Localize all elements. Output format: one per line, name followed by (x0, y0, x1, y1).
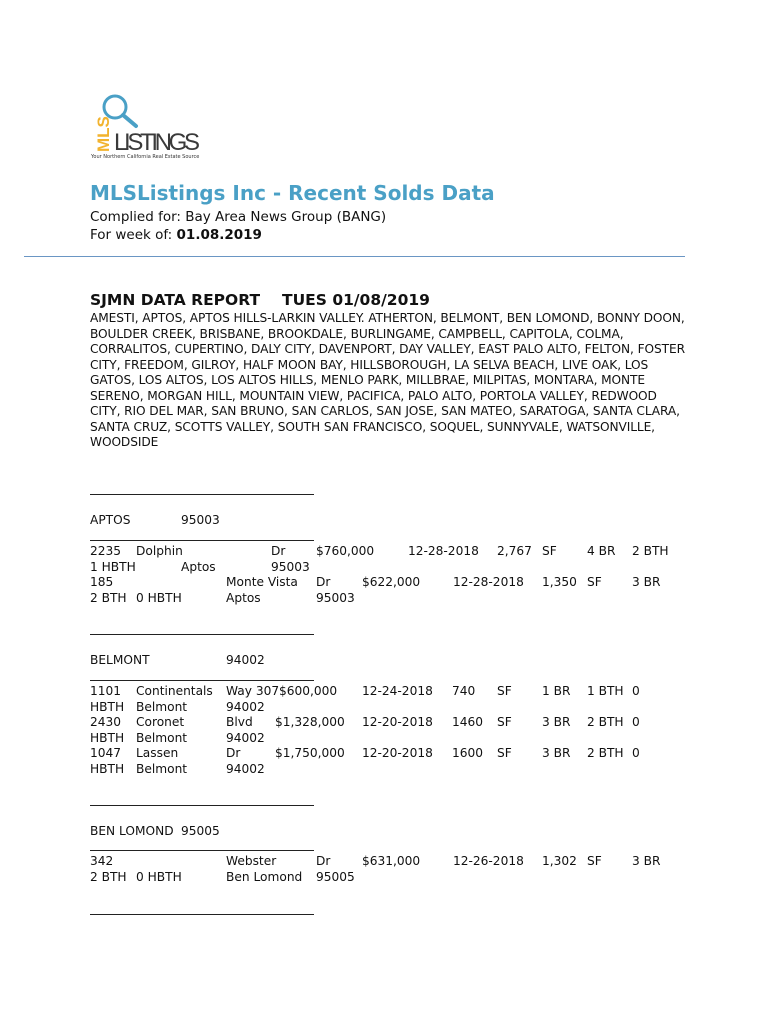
section-zip: 95005 (181, 824, 220, 838)
section-zip: 94002 (226, 653, 265, 667)
bathrooms: 2 BTH (587, 746, 624, 760)
sale-date: 12-20-2018 (362, 746, 433, 760)
sale-date: 12-28-2018 (408, 544, 479, 558)
bedrooms: 1 BR (542, 684, 571, 698)
sale-price: $1,750,000 (275, 746, 345, 760)
half-baths: HBTH (90, 762, 125, 776)
street-number: 2430 (90, 715, 122, 729)
page-title: MLSListings Inc - Recent Solds Data (90, 181, 495, 205)
street-type: Dr (316, 575, 331, 589)
mlslistings-logo (88, 92, 218, 166)
square-feet: 1,302 (542, 854, 577, 868)
section-rule (90, 540, 314, 541)
bedrooms: 3 BR (542, 715, 571, 729)
bathrooms: 2 BTH (90, 870, 127, 884)
street-number: 1047 (90, 746, 122, 760)
street-type: Dr (226, 746, 241, 760)
section-rule (90, 850, 314, 851)
half-baths: HBTH (90, 700, 125, 714)
sale-date: 12-24-2018 (362, 684, 433, 698)
square-feet: 740 (452, 684, 476, 698)
sale-date: 12-28-2018 (453, 575, 524, 589)
bedrooms: 4 BR (587, 544, 616, 558)
logo-tagline: Your Northern California Real Estate Source (91, 154, 200, 160)
city-list: AMESTI, APTOS, APTOS HILLS-LARKIN VALLEY. ATHERTON, BELMONT, BEN LOMOND, BONNY DOON, BOULDER CREEK, BRISBANE, BROOKDALE, BURLINGAME, CAMPBELL, CAPITOLA, COLMA, CORRALITOS, CUPERTINO, DALY CITY, DAVENPORT, DAY VALLEY, EAST PALO ALTO, FELTON, FOSTER CITY, FREEDOM, GILROY, HALF MOON BAY, HILLSBOROUGH, LA SELVA BEACH, LIVE OAK, LOS GATOS, LOS ALTOS, LOS ALTOS HILLS, MENLO PARK, MILLBRAE, MILPITAS, MONTARA, MONTE SERENO, MORGAN HILL, MOUNTAIN VIEW, PACIFICA, PALO ALTO, PORTOLA VALLEY, REDWOOD CITY, RIO DEL MAR, SAN BRUNO, SAN CARLOS, SAN JOSE, SAN MATEO, SARATOGA, SANTA CLARA, SANTA CRUZ, SCOTTS VALLEY, SOUTH SAN FRANCISCO, SOQUEL, SUNNYVALE, WATSONVILLE, WOODSIDE (90, 311, 685, 449)
section-city: APTOS (90, 513, 131, 527)
magnifier-logo-icon (88, 92, 218, 154)
street-name: Webster (226, 854, 277, 868)
section-city: BEN LOMOND (90, 824, 174, 838)
street-number: 342 (90, 854, 114, 868)
section-rule (90, 634, 314, 635)
street-number: 185 (90, 575, 114, 589)
listing-zip: 95005 (316, 870, 355, 884)
square-feet: 1600 (452, 746, 484, 760)
header-divider (24, 256, 685, 257)
week-of (90, 227, 262, 243)
street-name: Coronet (136, 715, 185, 729)
street-name: Continentals (136, 684, 213, 698)
listing-city: Aptos (226, 591, 261, 605)
sf-unit: SF (587, 575, 602, 589)
report-heading (90, 291, 430, 309)
half-bath-count: 0 (632, 715, 640, 729)
street-type: Dr (316, 854, 331, 868)
listing-city: Aptos (181, 560, 216, 574)
half-baths: 1 HBTH (90, 560, 136, 574)
listing-zip: 94002 (226, 700, 265, 714)
bedrooms: 3 BR (632, 854, 661, 868)
sale-price: $622,000 (362, 575, 421, 589)
street-type: Way 307 (226, 684, 280, 698)
sf-unit: SF (542, 544, 557, 558)
bedrooms: 3 BR (632, 575, 661, 589)
listing-zip: 94002 (226, 762, 265, 776)
half-baths: 0 HBTH (136, 591, 182, 605)
listing-zip: 94002 (226, 731, 265, 745)
section-city: BELMONT (90, 653, 150, 667)
section-zip: 95003 (181, 513, 220, 527)
listing-city: Ben Lomond (226, 870, 303, 884)
sale-price: $1,328,000 (275, 715, 345, 729)
bathrooms: 2 BTH (587, 715, 624, 729)
street-name: Monte Vista (226, 575, 298, 589)
listing-zip: 95003 (316, 591, 355, 605)
listing-zip: 95003 (271, 560, 310, 574)
listing-city: Belmont (136, 731, 188, 745)
report-name: SJMN DATA REPORT (90, 291, 261, 309)
street-type: Blvd (226, 715, 253, 729)
bathrooms: 2 BTH (90, 591, 127, 605)
sale-price: $600,000 (279, 684, 338, 698)
sf-unit: SF (497, 746, 512, 760)
week-value: 01.08.2019 (176, 227, 262, 243)
compiled-for: Complied for: Bay Area News Group (BANG) (90, 209, 387, 225)
sale-price: $760,000 (316, 544, 375, 558)
section-rule (90, 494, 314, 495)
section-rule (90, 914, 314, 915)
bathrooms: 2 BTH (632, 544, 669, 558)
listing-city: Belmont (136, 762, 188, 776)
half-bath-count: 0 (632, 684, 640, 698)
street-number: 2235 (90, 544, 122, 558)
logo-mls-text: MLS (94, 116, 113, 152)
half-baths: HBTH (90, 731, 125, 745)
report-date: TUES 01/08/2019 (282, 291, 430, 309)
half-bath-count: 0 (632, 746, 640, 760)
sale-date: 12-26-2018 (453, 854, 524, 868)
section-rule (90, 680, 314, 681)
street-type: Dr (271, 544, 286, 558)
sf-unit: SF (497, 715, 512, 729)
section-rule (90, 805, 314, 806)
bedrooms: 3 BR (542, 746, 571, 760)
sf-unit: SF (587, 854, 602, 868)
street-name: Dolphin (136, 544, 183, 558)
week-label: For week of: (90, 227, 177, 243)
square-feet: 2,767 (497, 544, 532, 558)
sf-unit: SF (497, 684, 512, 698)
square-feet: 1,350 (542, 575, 577, 589)
logo-listings-text: LISTINGS (114, 129, 200, 154)
bathrooms: 1 BTH (587, 684, 624, 698)
sale-price: $631,000 (362, 854, 421, 868)
street-name: Lassen (136, 746, 179, 760)
listing-city: Belmont (136, 700, 188, 714)
square-feet: 1460 (452, 715, 484, 729)
sale-date: 12-20-2018 (362, 715, 433, 729)
street-number: 1101 (90, 684, 122, 698)
half-baths: 0 HBTH (136, 870, 182, 884)
